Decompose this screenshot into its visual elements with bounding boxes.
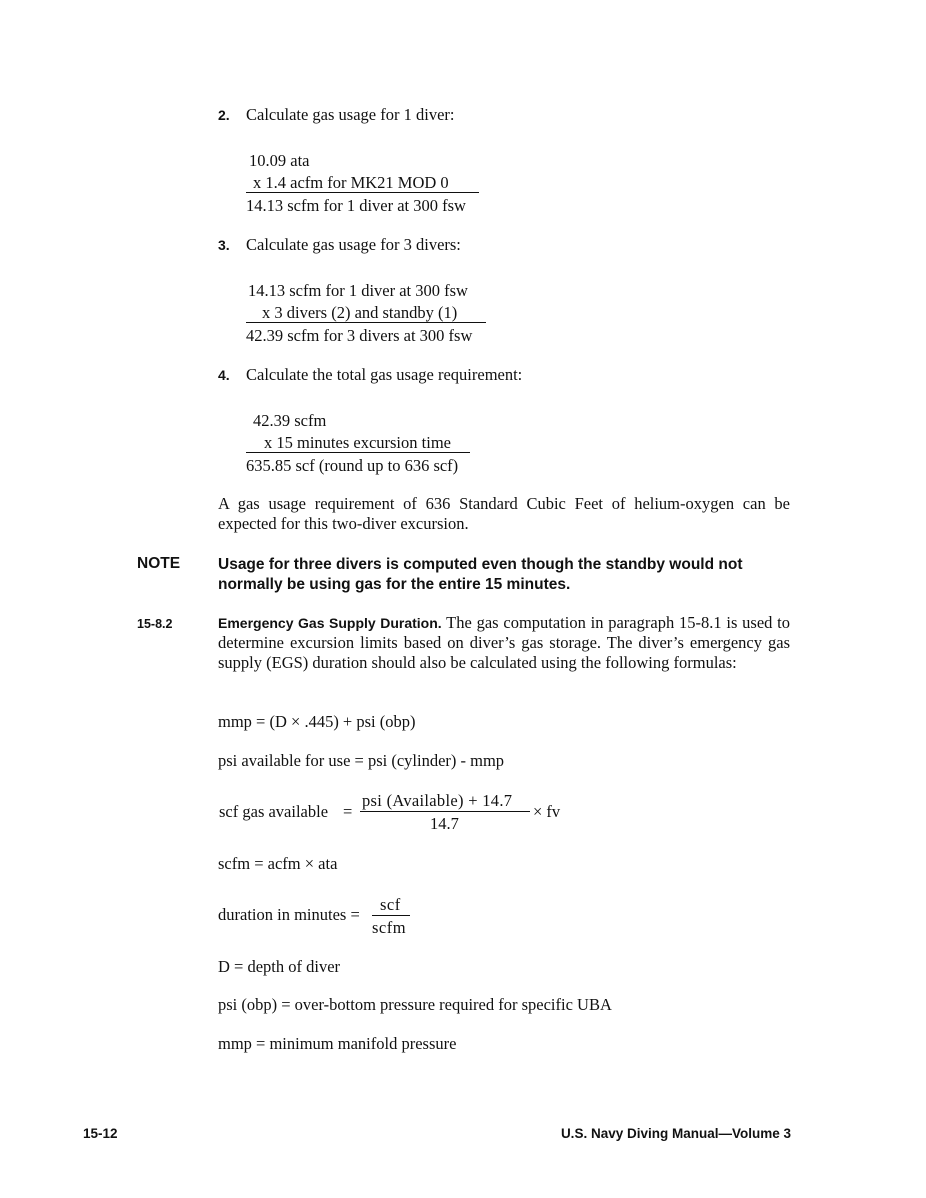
step-4-text: Calculate the total gas usage requirement: bbox=[246, 365, 523, 384]
formula-scfm: scfm = acfm × ata bbox=[218, 854, 338, 873]
step-3-number: 3. bbox=[218, 237, 230, 253]
footer-page-number: 15-12 bbox=[83, 1126, 118, 1141]
step-3-result: 42.39 scfm for 3 divers at 300 fsw bbox=[246, 326, 473, 345]
definition-obp: psi (obp) = over-bottom pressure required for specific UBA bbox=[218, 995, 612, 1014]
formula-duration-fraction-bar bbox=[372, 915, 410, 916]
section-heading: Emergency Gas Supply Duration. bbox=[218, 615, 442, 631]
step-3-text: Calculate gas usage for 3 divers: bbox=[246, 235, 461, 254]
step-4-result: 635.85 scf (round up to 636 scf) bbox=[246, 456, 459, 475]
formula-duration-denominator: scfm bbox=[372, 918, 407, 937]
note-label: NOTE bbox=[137, 555, 181, 572]
step-3-line-1: 14.13 scfm for 1 diver at 300 fsw bbox=[248, 281, 468, 300]
step-4-line-2: x 15 minutes excursion time bbox=[264, 433, 451, 452]
formula-mmp: mmp = (D × .445) + psi (obp) bbox=[218, 712, 416, 731]
formula-scf-denominator: 14.7 bbox=[430, 814, 459, 833]
formula-psi-available: psi available for use = psi (cylinder) - mmp bbox=[218, 751, 505, 770]
definition-mmp: mmp = minimum manifold pressure bbox=[218, 1034, 457, 1053]
section-number: 15-8.2 bbox=[137, 617, 173, 631]
step-2-text: Calculate gas usage for 1 diver: bbox=[246, 105, 455, 124]
step-4-line-1: 42.39 scfm bbox=[253, 411, 327, 430]
step-2-line-1: 10.09 ata bbox=[249, 151, 310, 170]
step-3-line-2: x 3 divers (2) and standby (1) bbox=[262, 303, 458, 322]
formula-scf-numerator: psi (Available) + 14.7 bbox=[362, 791, 513, 810]
formula-scf-factor: × fv bbox=[533, 802, 561, 821]
step-4-number: 4. bbox=[218, 367, 230, 383]
step-2-result: 14.13 scfm for 1 diver at 300 fsw bbox=[246, 196, 466, 215]
definition-d: D = depth of diver bbox=[218, 957, 341, 976]
step-2-number: 2. bbox=[218, 107, 230, 123]
footer-title: U.S. Navy Diving Manual—Volume 3 bbox=[560, 1126, 791, 1141]
note-text: Usage for three divers is computed even though the standby would not normally be using gas for the entire 15 minutes. bbox=[218, 556, 743, 593]
section-body: The gas computation in paragraph 15-8.1 is used to determine excursion limits based on diver’s gas storage. The diver’s emergency gas supply (EGS) duration should also be calculated using the following formulas: bbox=[218, 613, 790, 672]
step-4-rule bbox=[246, 452, 470, 453]
summary-paragraph: A gas usage requirement of 636 Standard Cubic Feet of helium-oxygen can be expected for this two-diver excursion. bbox=[218, 494, 790, 533]
formula-scf-fraction-bar bbox=[360, 811, 530, 812]
step-2-rule bbox=[246, 192, 479, 193]
formula-duration-numerator: scf bbox=[380, 895, 401, 914]
formula-scf-label: scf gas available bbox=[219, 802, 329, 821]
formula-duration-label: duration in minutes = bbox=[218, 905, 360, 924]
step-2-line-2: x 1.4 acfm for MK21 MOD 0 bbox=[253, 173, 449, 192]
formula-scf-equals: = bbox=[343, 802, 353, 821]
section-paragraph bbox=[218, 613, 790, 673]
step-3-rule bbox=[246, 322, 486, 323]
